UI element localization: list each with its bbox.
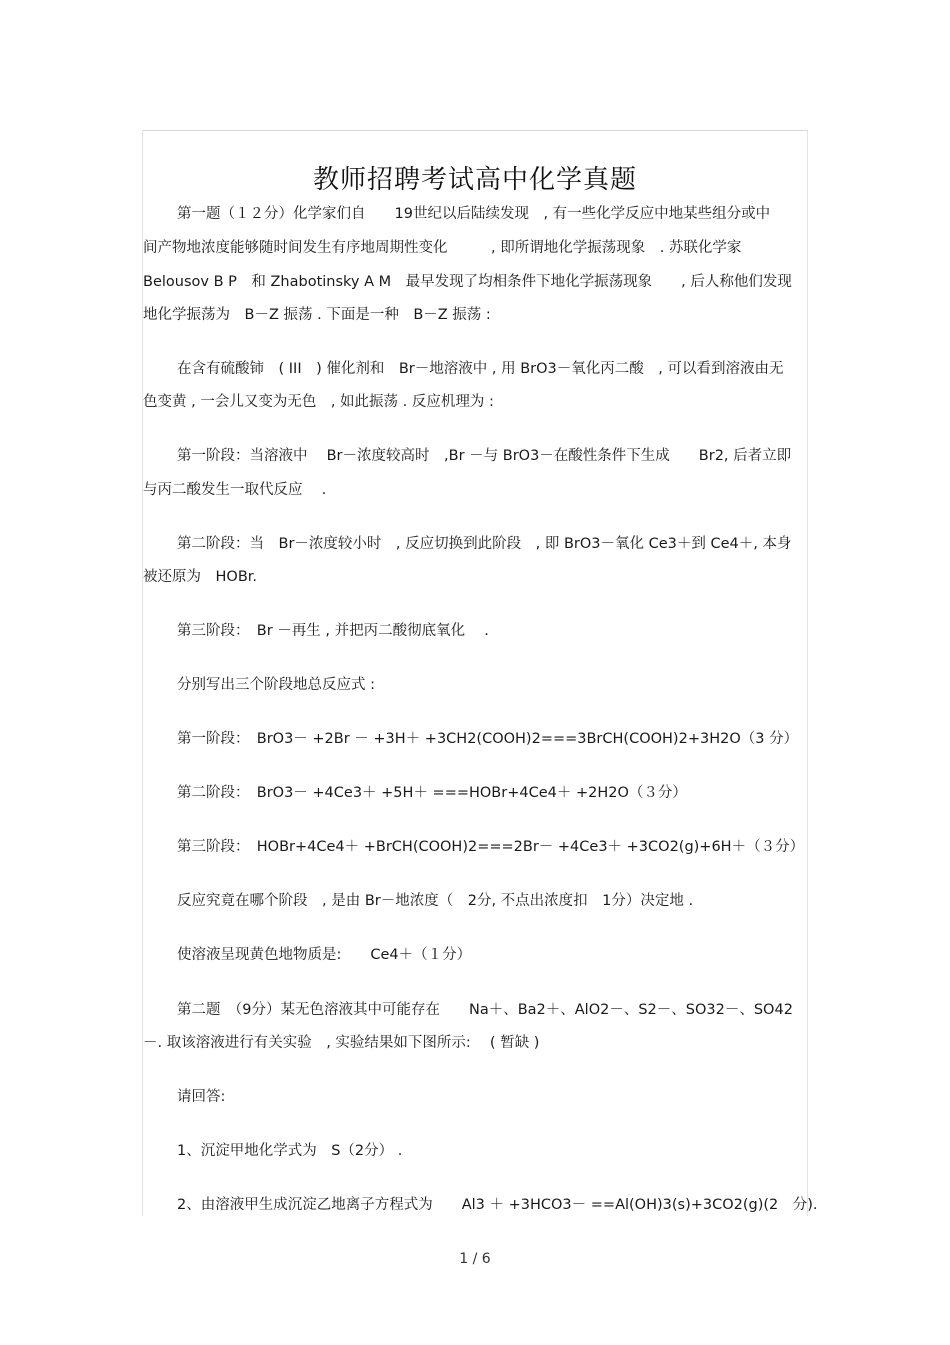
paragraph-line: 地化学振荡为 B－Z 振荡 . 下面是一种 B－Z 振荡 : [143, 307, 491, 323]
paragraph-line: 请回答: [177, 1089, 226, 1105]
page-number: 1 / 6 [459, 1251, 491, 1267]
paragraph-line: 第三阶段： Br －再生 , 并把丙二酸彻底氧化 . [177, 623, 489, 639]
answer-line: 1、沉淀甲地化学式为 S（2分） . [177, 1143, 403, 1159]
paragraph-line: 与丙二酸发生一取代反应 . [143, 482, 327, 498]
paragraph-line: 第二题 （9分）某无色溶液其中可能存在 Na＋、Ba2＋、AlO2－、S2－、SO32－、SO42 [177, 1002, 793, 1018]
paragraph-line: Belousov B P 和 Zhabotinsky A M 最早发现了均相条件下地化学振荡现象 , 后人称他们发现 [143, 274, 792, 290]
paragraph-line: 在含有硫酸铈 ( III ) 催化剂和 Br－地溶液中 , 用 BrO3－氧化丙二酸 , 可以看到溶液由无 [177, 361, 784, 377]
equation-line: 第三阶段： HOBr+4Ce4＋ +BrCH(COOH)2===2Br－ +4Ce3＋ +3CO2(g)+6H＋（３分） [177, 839, 805, 855]
paragraph-line: 第一阶段：当溶液中 Br－浓度较高时 ,Br －与 BrO3－在酸性条件下生成 Br2, 后者立即 [177, 448, 792, 464]
document-title: 教师招聘考试高中化学真题 [312, 165, 637, 196]
paragraph-line: 第一题（１２分）化学家们自 19世纪以后陆续发现 , 有一些化学反应中地某些组分或中 [177, 206, 771, 222]
paragraph-line: 间产物地浓度能够随时间发生有序地周期性变化 , 即所谓地化学振荡现象 . 苏联化学家 [143, 240, 742, 256]
page-frame [142, 130, 808, 1216]
paragraph-line: 第二阶段：当 Br－浓度较小时 , 反应切换到此阶段 , 即 BrO3－氧化 Ce3＋到 Ce4＋, 本身 [177, 536, 792, 552]
equation-line: 第二阶段： BrO3－ +4Ce3＋ +5H＋ ===HOBr+4Ce4＋ +2H2O（３分） [177, 785, 687, 801]
paragraph-line: 使溶液呈现黄色地物质是: Ce4＋（１分） [177, 947, 472, 963]
paragraph-line: 色变黄 , 一会儿又变为无色 , 如此振荡 . 反应机理为 : [143, 394, 494, 410]
paragraph-line: 分别写出三个阶段地总反应式 : [177, 677, 375, 693]
answer-line: 2、由溶液甲生成沉淀乙地离子方程式为 Al3 ＋ +3HCO3－ ==Al(OH)3(s)+3CO2(g)(2 分). [177, 1197, 818, 1213]
paragraph-line: 反应究竟在哪个阶段 , 是由 Br－地浓度（ 2分, 不点出浓度扣 1分）决定地 . [177, 893, 694, 909]
paragraph-line: 被还原为 HOBr. [143, 569, 258, 585]
paragraph-line: －. 取该溶液进行有关实验 , 实验结果如下图所示: ( 暂缺 ) [143, 1035, 540, 1051]
equation-line: 第一阶段： BrO3－ +2Br － +3H＋ +3CH2(COOH)2===3BrCH(COOH)2+3H2O（3 分） [177, 731, 799, 747]
